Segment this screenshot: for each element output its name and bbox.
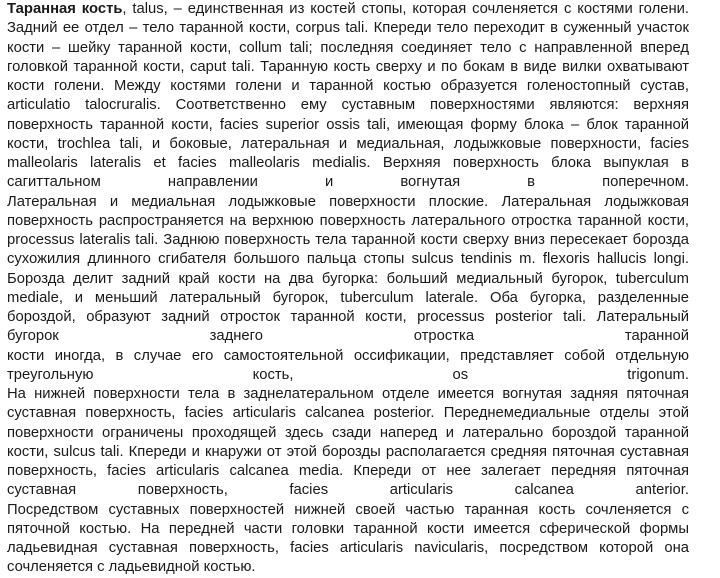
text-line-1 <box>7 0 689 19</box>
text-line-3: кости – шейку таранной кости, collum tali; последняя соединяет тело с направленной вперед <box>7 39 689 56</box>
text-line-15: Борозда делит задний край кости на два бугорка: больший медиальный бугорок, tuberculum <box>7 270 689 287</box>
text-line-19: кости иногда, в случае его самостоятельной оссификации, представляет собой отдельную <box>7 347 689 364</box>
text-line-7: поверхность таранной кости, facies superior ossis tali, имеющая форму блока – блок таранной <box>7 116 689 133</box>
text-line-25: поверхность, facies articularis calcanea media. Кпереди от нее залегает передняя пяточная <box>7 463 689 479</box>
text-line-2: Задний ее отдел – тело таранной кости, corpus tali. Кпереди тело переходит в суженный участок <box>7 20 689 37</box>
text-line-11: Латеральная и медиальная лодыжковые поверхности плоские. Латеральная лодыжковая <box>7 193 689 210</box>
text-line-9: malleolaris lateralis et facies malleolaris medialis. Верхняя поверхность блока выпуклая в <box>7 155 689 171</box>
text-line-4: головкой таранной кости, caput tali. Таранную кость сверху и по бокам в виде вилки охватывают <box>7 58 689 75</box>
text-line-6: articulatio talocruralis. Соответственно ему суставным поверхностями являются: верхняя <box>7 97 689 114</box>
text-line-16: mediale, и меньший латеральный бугорок, tuberculum laterale. Оба бугорка, разделенные <box>7 289 689 306</box>
text-line-28: пяточной костью. На передней части головки таранной кости имеется сферической формы <box>7 520 689 537</box>
text-line-30: сочленяется с ладьевидной костью. <box>7 559 256 576</box>
text-line-18: бугорок заднего отростка таранной <box>7 328 689 345</box>
text-line-29: ладьевидная суставная поверхность, facies articularis navicularis, посредством которой она <box>7 540 689 556</box>
text-line-8: кости, trochlea tali, и боковые, латеральная и медиальная, лодыжковые поверхности, facies <box>7 135 689 152</box>
text-line-27: Посредством суставных поверхностей нижней своей частью таранная кость сочленяется с <box>7 501 689 518</box>
text-line-22: суставная поверхность, facies articularis calcanea posterior. Переднемедиальные отделы этой <box>7 405 689 422</box>
text-line-10: сагиттальном направлении и вогнутая в поперечном. <box>7 174 689 191</box>
text-line-5: кости голени. Между костями голени и таранной костью образуется голеностопный сустав, <box>7 78 689 94</box>
term-heading: Таранная кость <box>7 1 123 17</box>
text-line-20: треугольную кость, os trigonum. <box>7 366 689 383</box>
text-line-21: На нижней поверхности тела в заднелатеральном отделе имеется вогнутая задняя пяточная <box>7 386 689 402</box>
text-line-23: поверхности ограничены проходящей здесь сзади наперед и латерально бороздой таранной <box>7 424 689 441</box>
text-line-14: сухожилия длинного сгибателя большого пальца стопы sulcus tendinis m. flexoris hallucis longi. <box>7 251 689 268</box>
text-line-12: поверхность распространяется на верхнюю поверхность латерального отростка таранной кости, <box>7 212 689 229</box>
text-line-13: processus lateralis tali. Заднюю поверхность тела таранной кости сверху вниз пересекает борозда <box>7 232 689 248</box>
text-line-1-rest: , talus, – единственная из костей стопы, которая сочленяется с костями голени. <box>122 1 689 17</box>
text-line-24: кости, sulcus tali. Кпереди и кнаружи от этой борозды располагается средняя пяточная суставная <box>7 443 689 460</box>
text-line-17: бороздой, образуют задний отросток таранной кости, processus posterior tali. Латеральный <box>7 309 689 325</box>
document-page <box>7 0 689 576</box>
text-line-26: суставная поверхность, facies articularis calcanea anterior. <box>7 482 689 499</box>
